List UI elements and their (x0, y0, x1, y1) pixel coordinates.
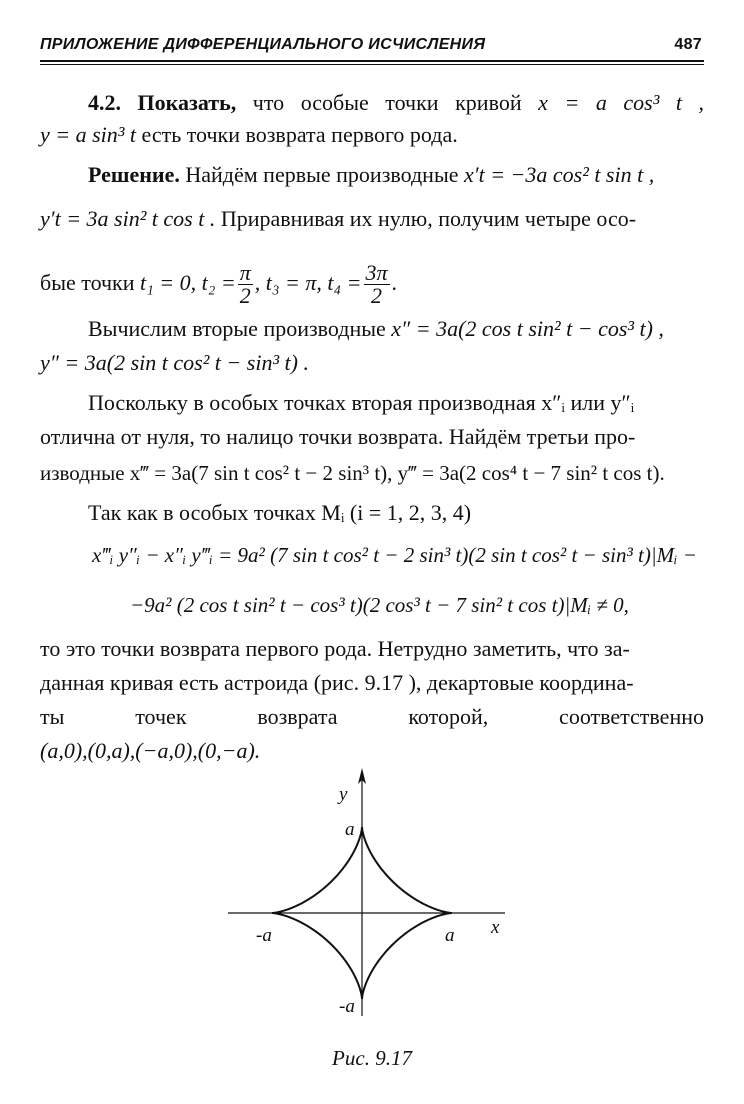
second-derivative-x: x″ = 3a(2 cos t sin² t − cos³ t) , (391, 316, 664, 341)
conclusion-line-4: (a,0),(0,a),(−a,0),(0,−a). (40, 738, 261, 763)
conclusion-line-2: данная кривая есть астроида (рис. 9.17 ), декартовые координа- (40, 670, 634, 695)
equation-x: x = a cos³ t , (538, 90, 704, 115)
equation-y: y = a sin³ t (40, 122, 136, 147)
second-derivative-y: y″ = 3a(2 sin t cos² t − sin³ t) . (40, 350, 309, 375)
fraction-den: 2 (239, 283, 251, 309)
label-a-right: a (445, 925, 455, 946)
page-number: 487 (674, 36, 702, 53)
solution-text-2: Приравнивая их нулю, получим четыре осо- (220, 206, 637, 231)
equation-line-2: −9a² (2 cos t sin² t − cos³ t)(2 cos³ t − 7 sin² t cos t)|Mᵢ ≠ 0, (130, 593, 629, 617)
problem-text: что особые точки кривой (252, 90, 522, 115)
y-axis-label: y (339, 784, 348, 805)
paragraph-line-4: Так как в особых точках Mᵢ (i = 1, 2, 3, 4) (88, 500, 472, 525)
label-neg-a-bottom: -a (339, 996, 355, 1017)
label-a-top: a (345, 819, 355, 840)
singular-points-label: бые точки (40, 270, 135, 295)
singular-points-line: бые точки t₁ = 0, t₂ = $\frac{\pi}{2}$ , t₃ = π, t₄ = $\frac{3\pi}{2}$ . (40, 260, 398, 309)
second-derivative-text: Вычислим вторые производные (88, 316, 386, 341)
first-derivative-y: y′t = 3a sin² t cos t . (40, 206, 216, 231)
equation-line-1: x‴ᵢ y″ᵢ − x″ᵢ y‴ᵢ = 9a² (7 sin t cos² t − 2 sin³ t)(2 sin t cos² t − sin³ t)|Mᵢ − (92, 543, 697, 567)
header-title: ПРИЛОЖЕНИЕ ДИФФЕРЕНЦИАЛЬНОГО ИСЧИСЛЕНИЯ (40, 36, 486, 53)
paragraph-line-1: Поскольку в особых точках вторая производная x″ᵢ или y″ᵢ (88, 390, 635, 415)
conclusion-line-1: то это точки возврата первого рода. Нетрудно заметить, что за- (40, 636, 630, 661)
fraction-den-2: 2 (371, 283, 383, 309)
figure-caption: Рис. 9.17 (332, 1046, 412, 1070)
label-neg-a-left: -a (256, 925, 272, 946)
solution-lead: Решение. (88, 162, 180, 187)
fraction-num: π (239, 260, 251, 286)
astroid-axes (228, 768, 505, 1016)
third-derivatives-line: изводные x‴ = 3a(7 sin t cos² t − 2 sin³ t), y‴ = 3a(2 cos⁴ t − 7 sin² t cos t). (40, 461, 665, 485)
x-axis-label: x (491, 917, 500, 938)
t3-t4: , t₃ = π, t₄ = (254, 270, 362, 295)
fraction-num-2: 3π (365, 260, 388, 286)
first-derivative-x: x′t = −3a cos² t sin t , (464, 162, 655, 187)
conclusion-line-3: ты точек возврата которой, соответственно (40, 704, 704, 729)
paragraph-line-2: отлична от нуля, то налицо точки возврата. Найдём третьи про- (40, 424, 636, 449)
problem-number: 4.2. (88, 90, 121, 115)
problem-lead: Показать, (137, 90, 237, 115)
t1-t2: t₁ = 0, t₂ = (140, 270, 236, 295)
solution-text: Найдём первые производные (185, 162, 459, 187)
problem-text-2: есть точки возврата первого рода. (141, 122, 458, 147)
